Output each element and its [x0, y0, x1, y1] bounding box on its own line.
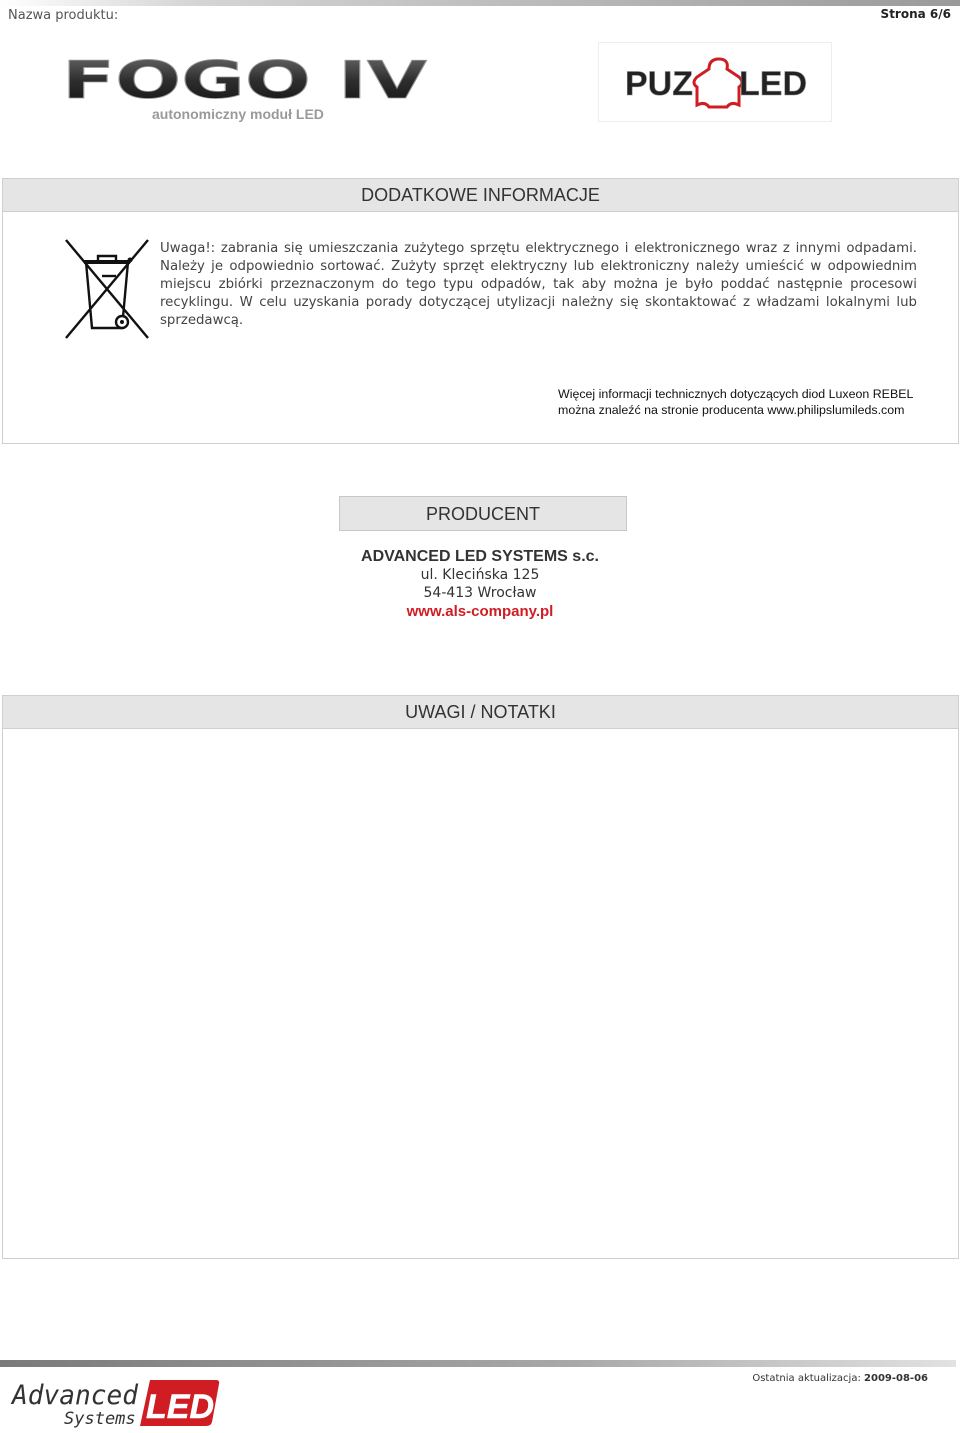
advanced-led-systems-logo	[10, 1374, 220, 1430]
product-name-label: Nazwa produktu:	[8, 8, 119, 23]
footer-rule	[0, 1360, 956, 1367]
fogo-logo-text: FOGO IV	[62, 51, 427, 110]
logo-subtitle: autonomiczny moduł LED	[152, 106, 324, 122]
last-update-label: Ostatnia aktualizacja:	[752, 1373, 861, 1384]
producer-website-link[interactable]: www.als-company.pl	[406, 603, 554, 620]
footer-logo-word-1: Advanced	[10, 1380, 139, 1411]
fogo-iv-logo	[60, 50, 430, 110]
puzzled-logo-left: PUZ	[625, 65, 693, 103]
footer-logo-word-2: Systems	[64, 1409, 136, 1429]
disposal-notice: Uwaga!: zabrania się umieszczania zużytego sprzętu elektrycznego i elektronicznego wraz z innymi odpadami. Należy je odpowiednio sortować. Zużyty sprzęt elektryczny lub elektroniczny należy umieścić w odpowiednim miejscu zbiórki przeznaczonym do tego typu odpadów, tak aby można je było poddać następnie procesowi recyklingu. W celu uzyskania porady dotyczącej utylizacji należny się skontaktować z władzami lokalnymi lub sprzedawcą.	[160, 241, 917, 328]
header-rule	[0, 0, 960, 6]
producer-city: 54-413 Wrocław	[423, 585, 537, 601]
more-info-note	[558, 387, 948, 418]
producer-title: PRODUCENT	[339, 496, 627, 531]
additional-info-title: DODATKOWE INFORMACJE	[3, 179, 958, 212]
more-info-line-1: Więcej informacji technicznych dotyczących diod Luxeon REBEL	[558, 387, 914, 401]
more-info-line-2: można znaleźć na stronie producenta www.philipslumileds.com	[558, 402, 905, 417]
puzzle-piece-icon	[694, 59, 742, 107]
page-number: Strona 6/6	[880, 7, 951, 21]
producer-name: ADVANCED LED SYSTEMS s.c.	[361, 548, 599, 565]
notes-section	[2, 695, 959, 1259]
last-update	[752, 1373, 928, 1384]
footer-logo-mark: LED	[146, 1388, 214, 1426]
weee-crossed-bin-icon	[64, 238, 150, 340]
puzzled-logo-right: LED	[739, 65, 807, 103]
last-update-date: 2009-08-06	[864, 1373, 928, 1384]
puzzled-logo	[598, 42, 832, 122]
notes-title: UWAGI / NOTATKI	[3, 696, 958, 729]
producer-street: ul. Klecińska 125	[420, 567, 540, 583]
